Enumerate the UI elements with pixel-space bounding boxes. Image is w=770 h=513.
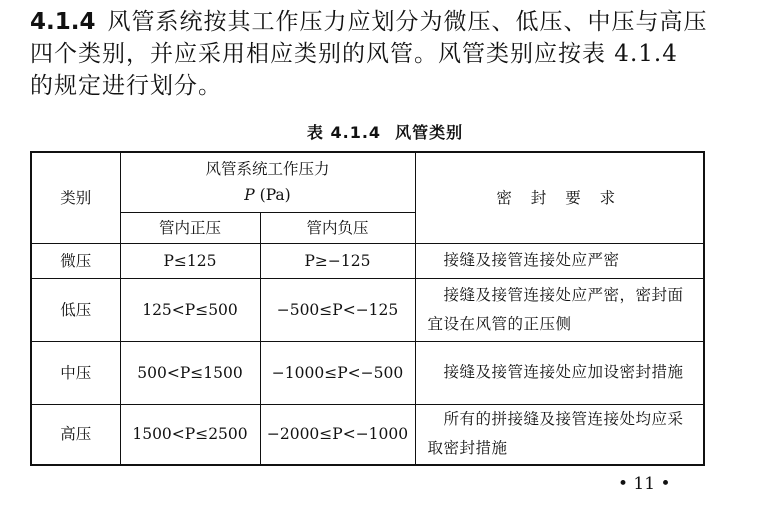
row-category: 中压: [31, 341, 120, 404]
row-requirement: [415, 404, 704, 465]
row-positive-range: 125<P≤500: [120, 278, 260, 341]
header-pressure-symbol-line: [124, 182, 412, 208]
table-caption: [0, 120, 770, 143]
row-category: 低压: [31, 278, 120, 341]
header-pressure-group: [120, 152, 415, 212]
row-category: 高压: [31, 404, 120, 465]
page-number: • 11 •: [618, 474, 671, 494]
row-requirement-text: 接缝及接管连接处应严密，密封面宜设在风管的正压侧: [427, 285, 684, 333]
table-caption-number: 表 4.1.4: [306, 123, 382, 142]
header-pressure-unit: (Pa): [259, 186, 291, 205]
header-negative: 管内负压: [260, 212, 415, 243]
row-negative-range: −1000≤P<−500: [260, 341, 415, 404]
row-positive-range: 500<P≤1500: [120, 341, 260, 404]
table-row: [31, 404, 704, 465]
row-requirement-text: 所有的拼接缝及接管连接处均应采取密封措施: [427, 410, 684, 458]
row-category: 微压: [31, 243, 120, 278]
header-pressure-symbol: P: [244, 186, 255, 205]
row-negative-range: −2000≤P<−1000: [260, 404, 415, 465]
row-positive-range: 1500<P≤2500: [120, 404, 260, 465]
duct-category-table: [30, 151, 705, 466]
header-category: 类别: [31, 152, 120, 243]
clause-paragraph: [30, 6, 710, 102]
row-positive-range: P≤125: [120, 243, 260, 278]
row-requirement: [415, 243, 704, 278]
row-negative-range: −500≤P<−125: [260, 278, 415, 341]
header-seal-requirement: 密 封 要 求: [415, 152, 704, 243]
table-row: [31, 278, 704, 341]
clause-text: 风管系统按其工作压力应划分为微压、低压、中压与高压四个类别，并应采用相应类别的风管。风管类别应按表 4.1.4 的规定进行划分。: [30, 9, 708, 99]
header-positive: 管内正压: [120, 212, 260, 243]
row-negative-range: P≥−125: [260, 243, 415, 278]
clause-number: 4.1.4: [30, 9, 96, 35]
table-row: [31, 243, 704, 278]
row-requirement-text: 接缝及接管连接处应加设密封措施: [443, 363, 684, 381]
row-requirement: [415, 278, 704, 341]
table-row: [31, 341, 704, 404]
header-pressure-title: 风管系统工作压力: [205, 160, 330, 179]
row-requirement-text: 接缝及接管连接处应严密: [443, 251, 620, 269]
row-requirement: [415, 341, 704, 404]
table-caption-title: 风管类别: [395, 123, 464, 142]
